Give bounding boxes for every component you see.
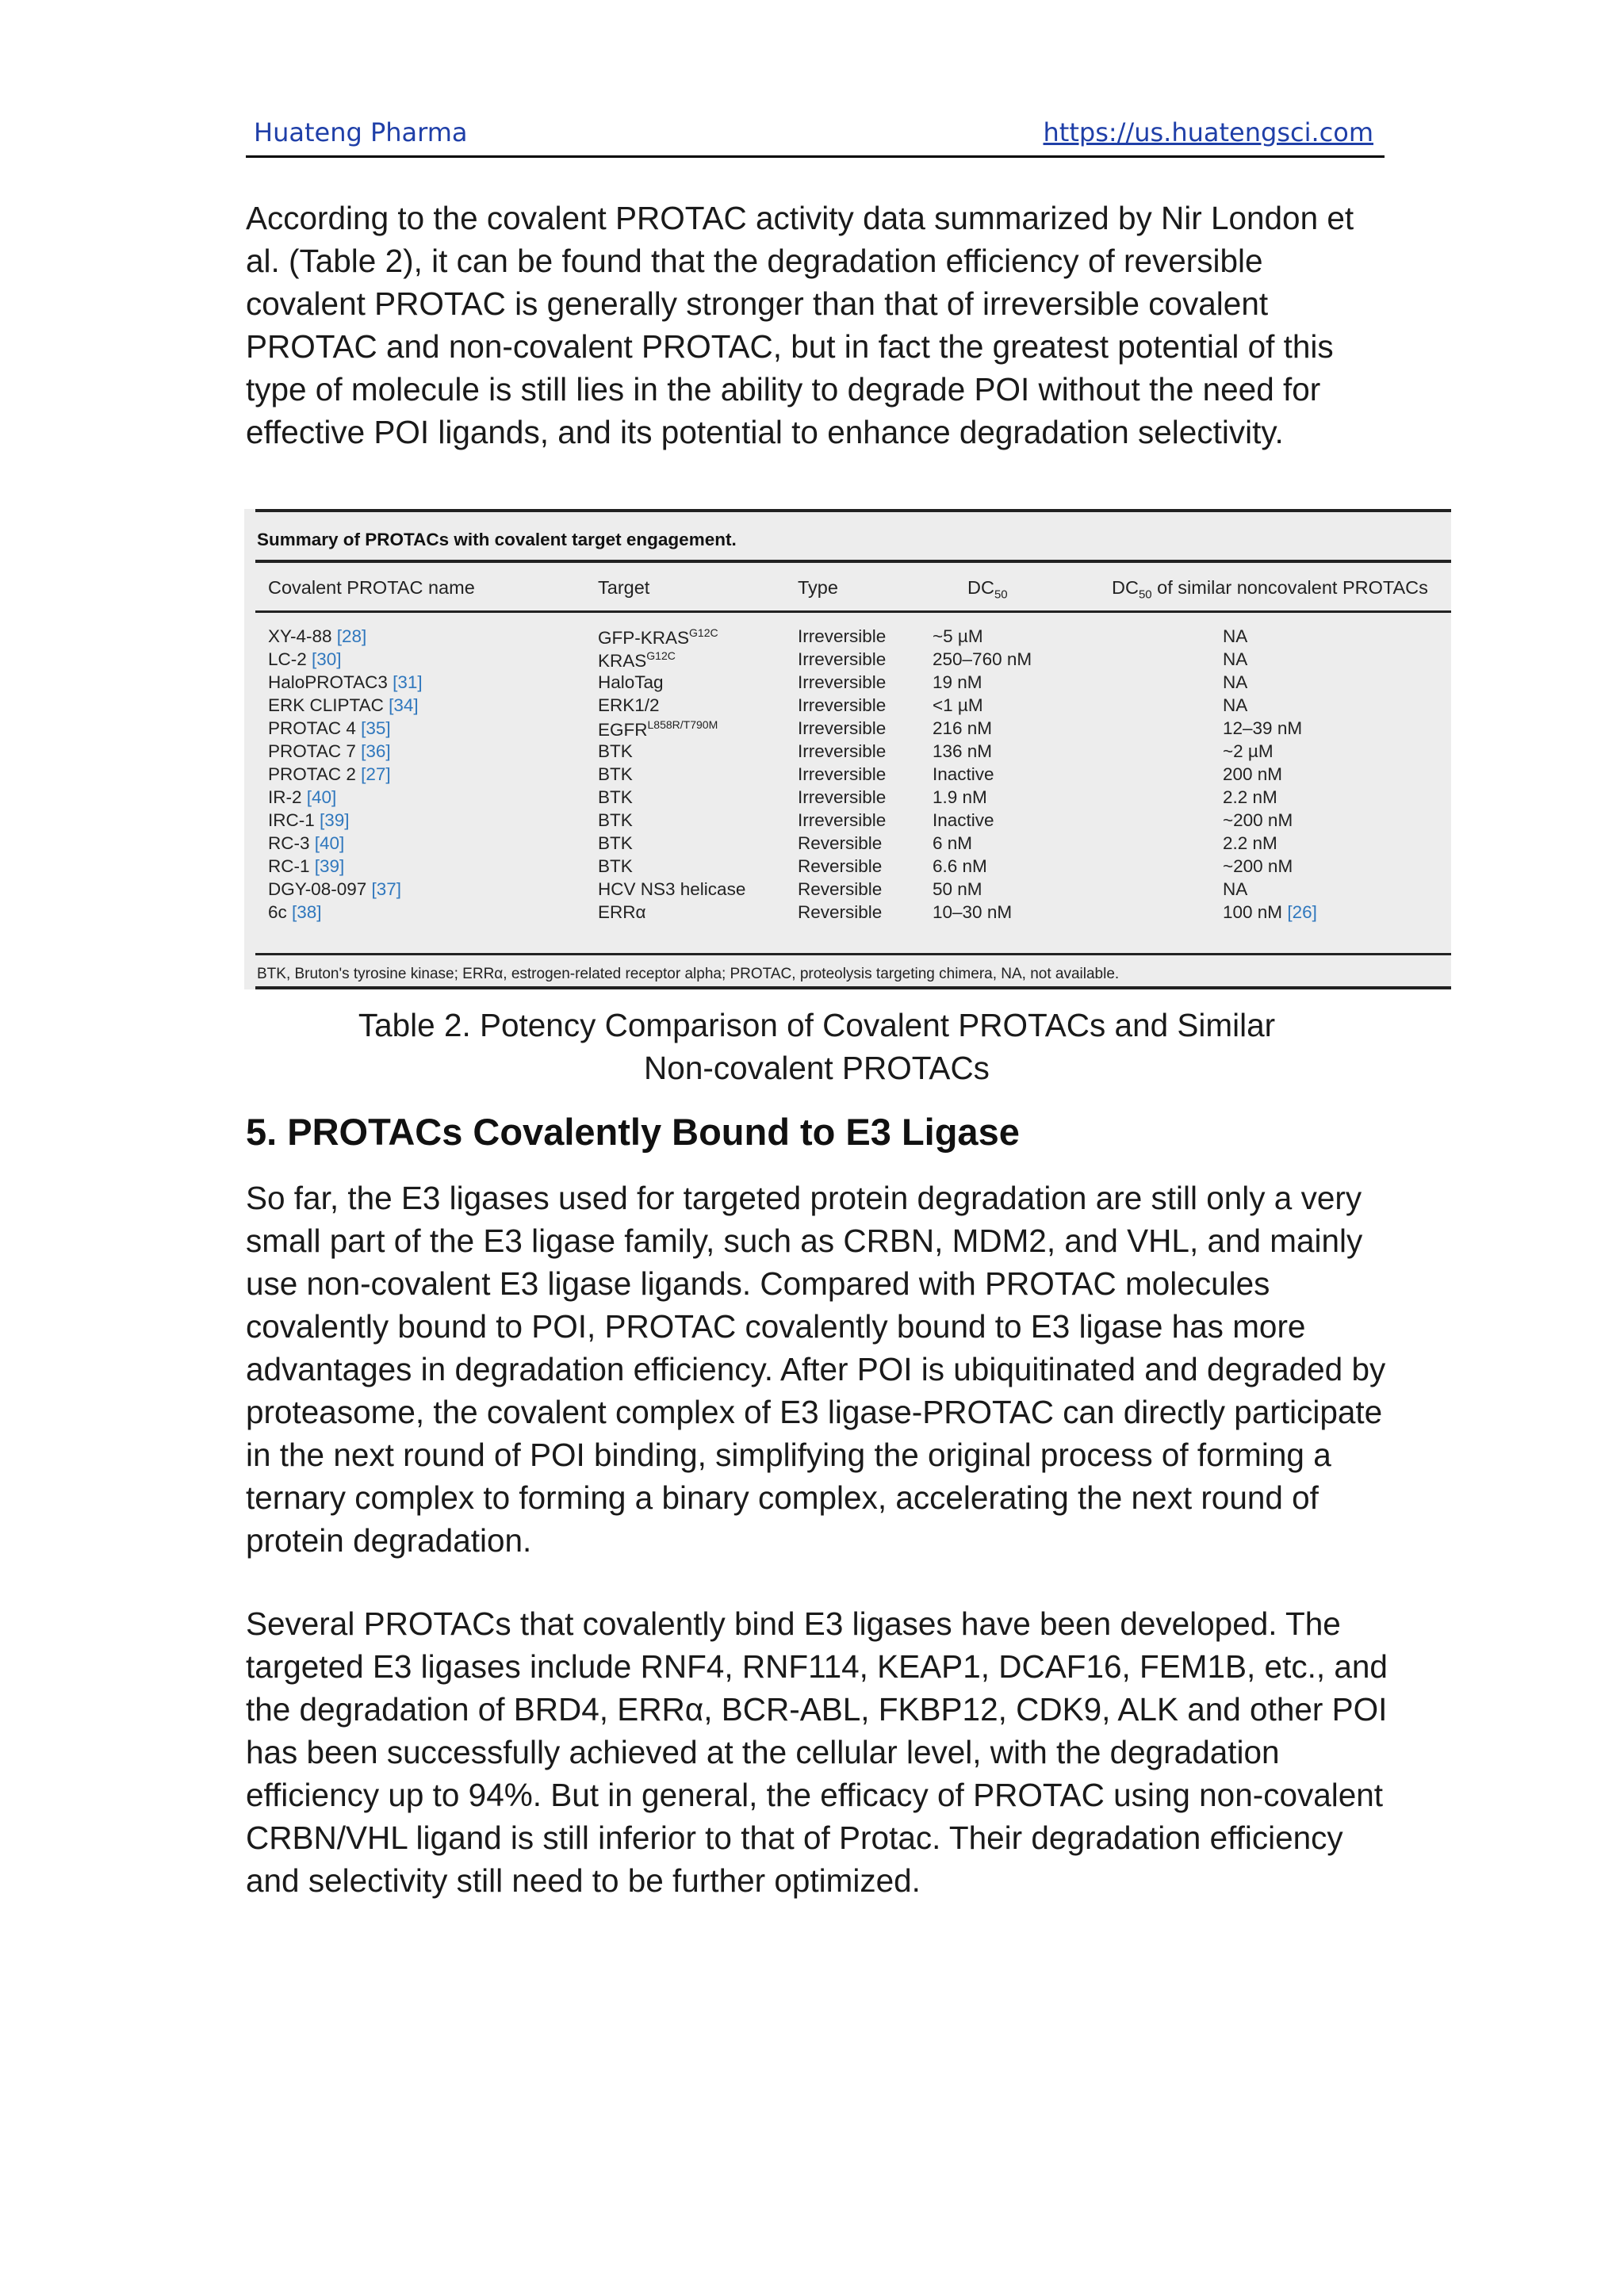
cell-name: HaloPROTAC3 [31] bbox=[268, 672, 423, 692]
col-header-target: Target bbox=[598, 577, 650, 598]
cell-type: Irreversible bbox=[798, 741, 887, 761]
table-row bbox=[244, 695, 1451, 718]
cell-target: $EGFR^{L858R/T790M}$ bbox=[598, 718, 718, 740]
cell-name: 6c [38] bbox=[268, 902, 322, 922]
cell-dc50: 1.9 nM bbox=[933, 787, 987, 807]
cell-target: ERRα bbox=[598, 902, 646, 922]
cell-name: DGY-08-097 [37] bbox=[268, 879, 402, 899]
table-row bbox=[244, 856, 1451, 879]
col-header-dc50: $DC_{50}$ bbox=[967, 577, 1008, 602]
cell-dc50: 6.6 nM bbox=[933, 856, 987, 876]
cell-dc50-similar: ~200 nM bbox=[1223, 856, 1293, 876]
cell-dc50: 19 nM bbox=[933, 672, 982, 692]
cell-dc50: Inactive bbox=[933, 764, 994, 784]
cell-name: XY-4-88 [28] bbox=[268, 626, 367, 646]
cell-target: BTK bbox=[598, 787, 633, 807]
col-header-dc50-similar: $DC_{50}$ of similar noncovalent PROTACs bbox=[1112, 577, 1428, 602]
company-name: Huateng Pharma bbox=[254, 117, 468, 147]
table-end-rule bbox=[255, 986, 1451, 989]
intro-paragraph: According to the covalent PROTAC activity data summarized by Nir London et al. (Table 2), it can be found that the degradation efficiency of reversible covalent PROTAC is generally stronger than that of irreversible covalent PROTAC and non-covalent PROTAC, but in fact the greatest potential of this type of molecule is still lies in the ability to degrade POI without the need for effective POI ligands, and its potential to enhance degradation selectivity. bbox=[246, 200, 1354, 450]
cell-name: IR-2 [40] bbox=[268, 787, 337, 807]
cell-name: IRC-1 [39] bbox=[268, 810, 350, 830]
cell-type: Irreversible bbox=[798, 810, 887, 830]
table-footnote: BTK, Bruton's tyrosine kinase; ERRα, estrogen-related receptor alpha; PROTAC, proteolysis targeting chimera, NA, not available. bbox=[257, 966, 1120, 982]
table-row bbox=[244, 833, 1451, 856]
section-heading: 5. PROTACs Covalently Bound to E3 Ligase bbox=[246, 1111, 1020, 1153]
reference-link[interactable]: [27] bbox=[361, 764, 391, 784]
cell-dc50: 136 nM bbox=[933, 741, 993, 761]
cell-target: HaloTag bbox=[598, 672, 664, 692]
section-paragraph-1: So far, the E3 ligases used for targeted protein degradation are still only a very small part of the E3 ligase family, such as CRBN, MDM2, and VHL, and mainly use non-covalent E3 ligase ligands. Compared with PROTAC molecules covalently bound to POI, PROTAC covalently bound to E3 ligase has more advantages in degradation efficiency. After POI is ubiquitinated and degraded by proteasome, the covalent complex of E3 ligase-PROTAC can directly participate in the next round of POI binding, simplifying the original process of forming a ternary complex to forming a binary complex, accelerating the next round of protein degradation. bbox=[246, 1180, 1386, 1559]
reference-link[interactable]: [38] bbox=[292, 902, 322, 922]
caption-line-1: Table 2. Potency Comparison of Covalent PROTACs and Similar bbox=[358, 1007, 1276, 1043]
table-row bbox=[244, 764, 1451, 787]
cell-type: Irreversible bbox=[798, 672, 887, 692]
website-link[interactable]: https://us.huatengsci.com bbox=[1043, 117, 1373, 147]
table-caption bbox=[246, 1004, 1388, 1089]
reference-link[interactable]: [36] bbox=[361, 741, 391, 761]
table-row bbox=[244, 718, 1451, 741]
cell-dc50: 250–760 nM bbox=[933, 649, 1032, 669]
reference-link[interactable]: [28] bbox=[336, 626, 367, 646]
reference-link[interactable]: [40] bbox=[314, 833, 345, 853]
reference-link[interactable]: [39] bbox=[314, 856, 345, 876]
cell-target: BTK bbox=[598, 833, 633, 853]
cell-type: Irreversible bbox=[798, 718, 887, 738]
table-row bbox=[244, 741, 1451, 764]
cell-name: RC-3 [40] bbox=[268, 833, 345, 853]
table-bottom-rule bbox=[255, 953, 1451, 955]
reference-link[interactable]: [30] bbox=[312, 649, 342, 669]
reference-link[interactable]: [35] bbox=[361, 718, 391, 738]
table-header-rule bbox=[255, 610, 1451, 613]
cell-dc50-similar: 12–39 nM bbox=[1223, 718, 1303, 738]
cell-dc50-similar: ~2 µM bbox=[1223, 741, 1274, 761]
cell-target: BTK bbox=[598, 856, 633, 876]
cell-target: HCV NS3 helicase bbox=[598, 879, 746, 899]
cell-dc50-similar: NA bbox=[1223, 672, 1248, 692]
cell-type: Irreversible bbox=[798, 626, 887, 646]
table-row bbox=[244, 902, 1451, 925]
table-row bbox=[244, 787, 1451, 810]
table-row bbox=[244, 649, 1451, 672]
cell-dc50: 216 nM bbox=[933, 718, 993, 738]
reference-link[interactable]: [39] bbox=[320, 810, 350, 830]
cell-target: $KRAS^{G12C}$ bbox=[598, 649, 676, 671]
reference-link[interactable]: [31] bbox=[393, 672, 423, 692]
cell-target: GFP-$KRAS^{G12C}$ bbox=[598, 626, 718, 648]
table-top-rule bbox=[255, 509, 1451, 512]
caption-line-2: Non-covalent PROTACs bbox=[644, 1050, 990, 1086]
cell-target: BTK bbox=[598, 810, 633, 830]
cell-dc50-similar: ~200 nM bbox=[1223, 810, 1293, 830]
cell-type: Reversible bbox=[798, 879, 883, 899]
cell-dc50: 50 nM bbox=[933, 879, 982, 899]
table-title-rule bbox=[255, 560, 1451, 563]
cell-target: BTK bbox=[598, 741, 633, 761]
cell-dc50: 6 nM bbox=[933, 833, 973, 853]
cell-dc50: <1 µM bbox=[933, 695, 983, 715]
cell-type: Irreversible bbox=[798, 764, 887, 784]
page-header bbox=[246, 116, 1385, 158]
table-row bbox=[244, 879, 1451, 902]
cell-dc50-similar: 200 nM bbox=[1223, 764, 1283, 784]
cell-type: Irreversible bbox=[798, 695, 887, 715]
cell-dc50-similar: 2.2 nM bbox=[1223, 787, 1277, 807]
cell-type: Reversible bbox=[798, 856, 883, 876]
reference-link[interactable]: [40] bbox=[306, 787, 337, 807]
cell-dc50-similar: NA bbox=[1223, 695, 1248, 715]
cell-dc50-similar: NA bbox=[1223, 649, 1248, 669]
table-row bbox=[244, 626, 1451, 649]
cell-name: ERK CLIPTAC [34] bbox=[268, 695, 419, 715]
table-row bbox=[244, 810, 1451, 833]
reference-link[interactable]: [34] bbox=[389, 695, 419, 715]
section-paragraph-2: Several PROTACs that covalently bind E3 ligases have been developed. The targeted E3 ligases include RNF4, RNF114, KEAP1, DCAF16, FEM1B, etc., and the degradation of BRD4, ERRα, BCR-ABL, FKBP12, CDK9, ALK and other POI has been successfully achieved at the cellular level, with the degradation efficiency up to 94%. But in general, the efficacy of PROTAC using non-covalent CRBN/VHL ligand is still inferior to that of Protac. Their degradation efficiency and selectivity still need to be further optimized. bbox=[246, 1605, 1388, 1899]
cell-type: Reversible bbox=[798, 902, 883, 922]
cell-dc50-similar: NA bbox=[1223, 879, 1248, 899]
cell-target: BTK bbox=[598, 764, 633, 784]
table-row bbox=[244, 672, 1451, 695]
cell-target: ERK1/2 bbox=[598, 695, 660, 715]
cell-name: PROTAC 7 [36] bbox=[268, 741, 391, 761]
col-header-name: Covalent PROTAC name bbox=[268, 577, 475, 598]
reference-link[interactable]: [26] bbox=[1287, 902, 1317, 922]
cell-name: RC-1 [39] bbox=[268, 856, 345, 876]
cell-type: Irreversible bbox=[798, 787, 887, 807]
cell-dc50-similar: NA bbox=[1223, 626, 1248, 646]
table-title: Summary of PROTACs with covalent target engagement. bbox=[257, 530, 737, 549]
cell-dc50: Inactive bbox=[933, 810, 994, 830]
cell-dc50: ~5 µM bbox=[933, 626, 983, 646]
cell-dc50: 10–30 nM bbox=[933, 902, 1013, 922]
cell-name: LC-2 [30] bbox=[268, 649, 342, 669]
cell-dc50-similar: 2.2 nM bbox=[1223, 833, 1277, 853]
cell-type: Irreversible bbox=[798, 649, 887, 669]
table-image bbox=[244, 509, 1451, 989]
cell-dc50-similar: 100 nM [26] bbox=[1223, 902, 1317, 922]
cell-type: Reversible bbox=[798, 833, 883, 853]
reference-link[interactable]: [37] bbox=[371, 879, 402, 899]
cell-name: PROTAC 2 [27] bbox=[268, 764, 391, 784]
col-header-type: Type bbox=[798, 577, 838, 598]
cell-name: PROTAC 4 [35] bbox=[268, 718, 391, 738]
